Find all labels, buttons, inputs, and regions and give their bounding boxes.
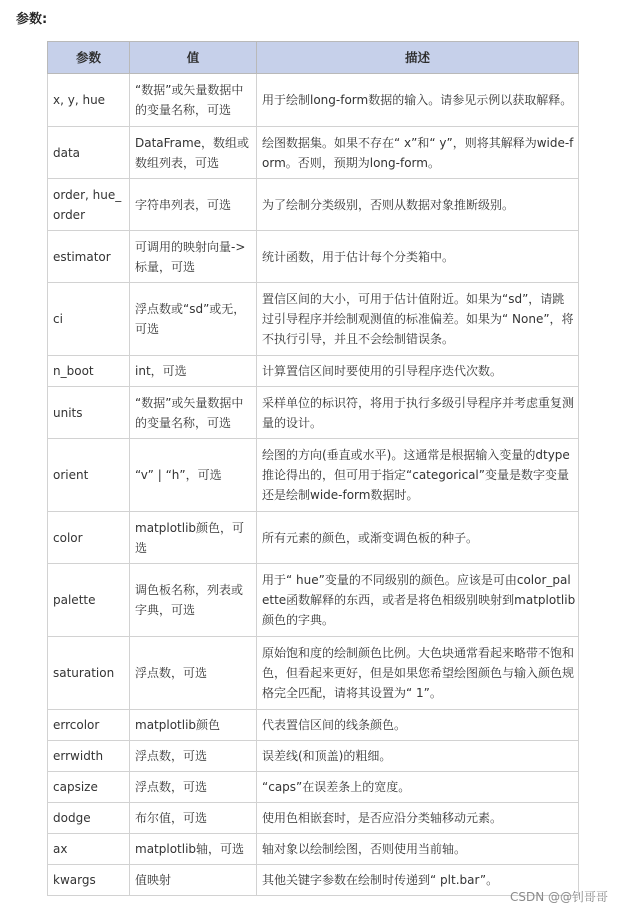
value-cell: “数据”或矢量数据中的变量名称，可选 — [130, 387, 257, 439]
value-cell: 值映射 — [130, 865, 257, 896]
value-cell: 调色板名称，列表或字典，可选 — [130, 564, 257, 637]
description-cell: 使用色相嵌套时，是否应沿分类轴移动元素。 — [257, 803, 579, 834]
value-cell: int，可选 — [130, 356, 257, 387]
value-cell: “v” | “h”，可选 — [130, 439, 257, 512]
param-cell: errcolor — [48, 710, 130, 741]
header-description: 描述 — [257, 42, 579, 74]
description-cell: 代表置信区间的线条颜色。 — [257, 710, 579, 741]
value-cell: 浮点数，可选 — [130, 772, 257, 803]
value-cell: matplotlib颜色，可选 — [130, 512, 257, 564]
value-cell: 浮点数，可选 — [130, 741, 257, 772]
table-row — [48, 231, 579, 283]
description-cell: 为了绘制分类级别，否则从数据对象推断级别。 — [257, 179, 579, 231]
param-cell: errwidth — [48, 741, 130, 772]
table-row — [48, 356, 579, 387]
value-cell: 可调用的映射向量->标量，可选 — [130, 231, 257, 283]
table-row — [48, 834, 579, 865]
param-cell: saturation — [48, 637, 130, 710]
value-cell: 布尔值，可选 — [130, 803, 257, 834]
table-row — [48, 710, 579, 741]
value-cell: matplotlib轴，可选 — [130, 834, 257, 865]
description-cell: “caps”在误差条上的宽度。 — [257, 772, 579, 803]
table-header-row — [48, 42, 579, 74]
value-cell: “数据”或矢量数据中的变量名称，可选 — [130, 74, 257, 127]
description-cell: 用于绘制long-form数据的输入。请参见示例以获取解释。 — [257, 74, 579, 127]
description-cell: 所有元素的颜色，或渐变调色板的种子。 — [257, 512, 579, 564]
param-cell: dodge — [48, 803, 130, 834]
param-cell: order, hue_order — [48, 179, 130, 231]
table-row — [48, 741, 579, 772]
param-cell: capsize — [48, 772, 130, 803]
param-cell: kwargs — [48, 865, 130, 896]
table-row — [48, 179, 579, 231]
description-cell: 采样单位的标识符，将用于执行多级引导程序并考虑重复测量的设计。 — [257, 387, 579, 439]
param-cell: units — [48, 387, 130, 439]
description-cell: 误差线(和顶盖)的粗细。 — [257, 741, 579, 772]
param-cell: orient — [48, 439, 130, 512]
description-cell: 其他关键字参数在绘制时传递到“ plt.bar”。 — [257, 865, 579, 896]
description-cell: 置信区间的大小，可用于估计值附近。如果为“sd”，请跳过引导程序并绘制观测值的标准偏差。如果为“ None”，将不执行引导，并且不会绘制错误条。 — [257, 283, 579, 356]
param-cell: x, y, hue — [48, 74, 130, 127]
param-cell: estimator — [48, 231, 130, 283]
table-row — [48, 74, 579, 127]
value-cell: matplotlib颜色 — [130, 710, 257, 741]
value-cell: 字符串列表，可选 — [130, 179, 257, 231]
param-cell: color — [48, 512, 130, 564]
table-row — [48, 637, 579, 710]
table-row — [48, 439, 579, 512]
description-cell: 轴对象以绘制绘图，否则使用当前轴。 — [257, 834, 579, 865]
param-cell: n_boot — [48, 356, 130, 387]
value-cell: 浮点数，可选 — [130, 637, 257, 710]
description-cell: 统计函数，用于估计每个分类箱中。 — [257, 231, 579, 283]
table-row — [48, 564, 579, 637]
description-cell: 绘图的方向(垂直或水平)。这通常是根据输入变量的dtype推论得出的，但可用于指定“categorical”变量是数字变量还是绘制wide-form数据时。 — [257, 439, 579, 512]
table-row — [48, 865, 579, 896]
table-row — [48, 387, 579, 439]
parameters-table — [47, 41, 579, 896]
header-value: 值 — [130, 42, 257, 74]
table-row — [48, 772, 579, 803]
table-row — [48, 127, 579, 179]
table-row — [48, 512, 579, 564]
table-row — [48, 803, 579, 834]
description-cell: 原始饱和度的绘制颜色比例。大色块通常看起来略带不饱和色，但看起来更好，但是如果您希望绘图颜色与输入颜色规格完全匹配，请将其设置为“ 1”。 — [257, 637, 579, 710]
csdn-watermark: CSDN @@钊哥哥 — [509, 890, 608, 904]
table-row — [48, 283, 579, 356]
param-cell: ci — [48, 283, 130, 356]
description-cell: 绘图数据集。如果不存在“ x”和“ y”，则将其解释为wide-form。否则，预期为long-form。 — [257, 127, 579, 179]
param-cell: ax — [48, 834, 130, 865]
description-cell: 计算置信区间时要使用的引导程序迭代次数。 — [257, 356, 579, 387]
section-title: 参数: — [16, 12, 48, 27]
value-cell: 浮点数或“sd”或无，可选 — [130, 283, 257, 356]
param-cell: palette — [48, 564, 130, 637]
value-cell: DataFrame，数组或数组列表，可选 — [130, 127, 257, 179]
header-param: 参数 — [48, 42, 130, 74]
param-cell: data — [48, 127, 130, 179]
description-cell: 用于“ hue”变量的不同级别的颜色。应该是可由color_palette函数解释的东西，或者是将色相级别映射到matplotlib颜色的字典。 — [257, 564, 579, 637]
